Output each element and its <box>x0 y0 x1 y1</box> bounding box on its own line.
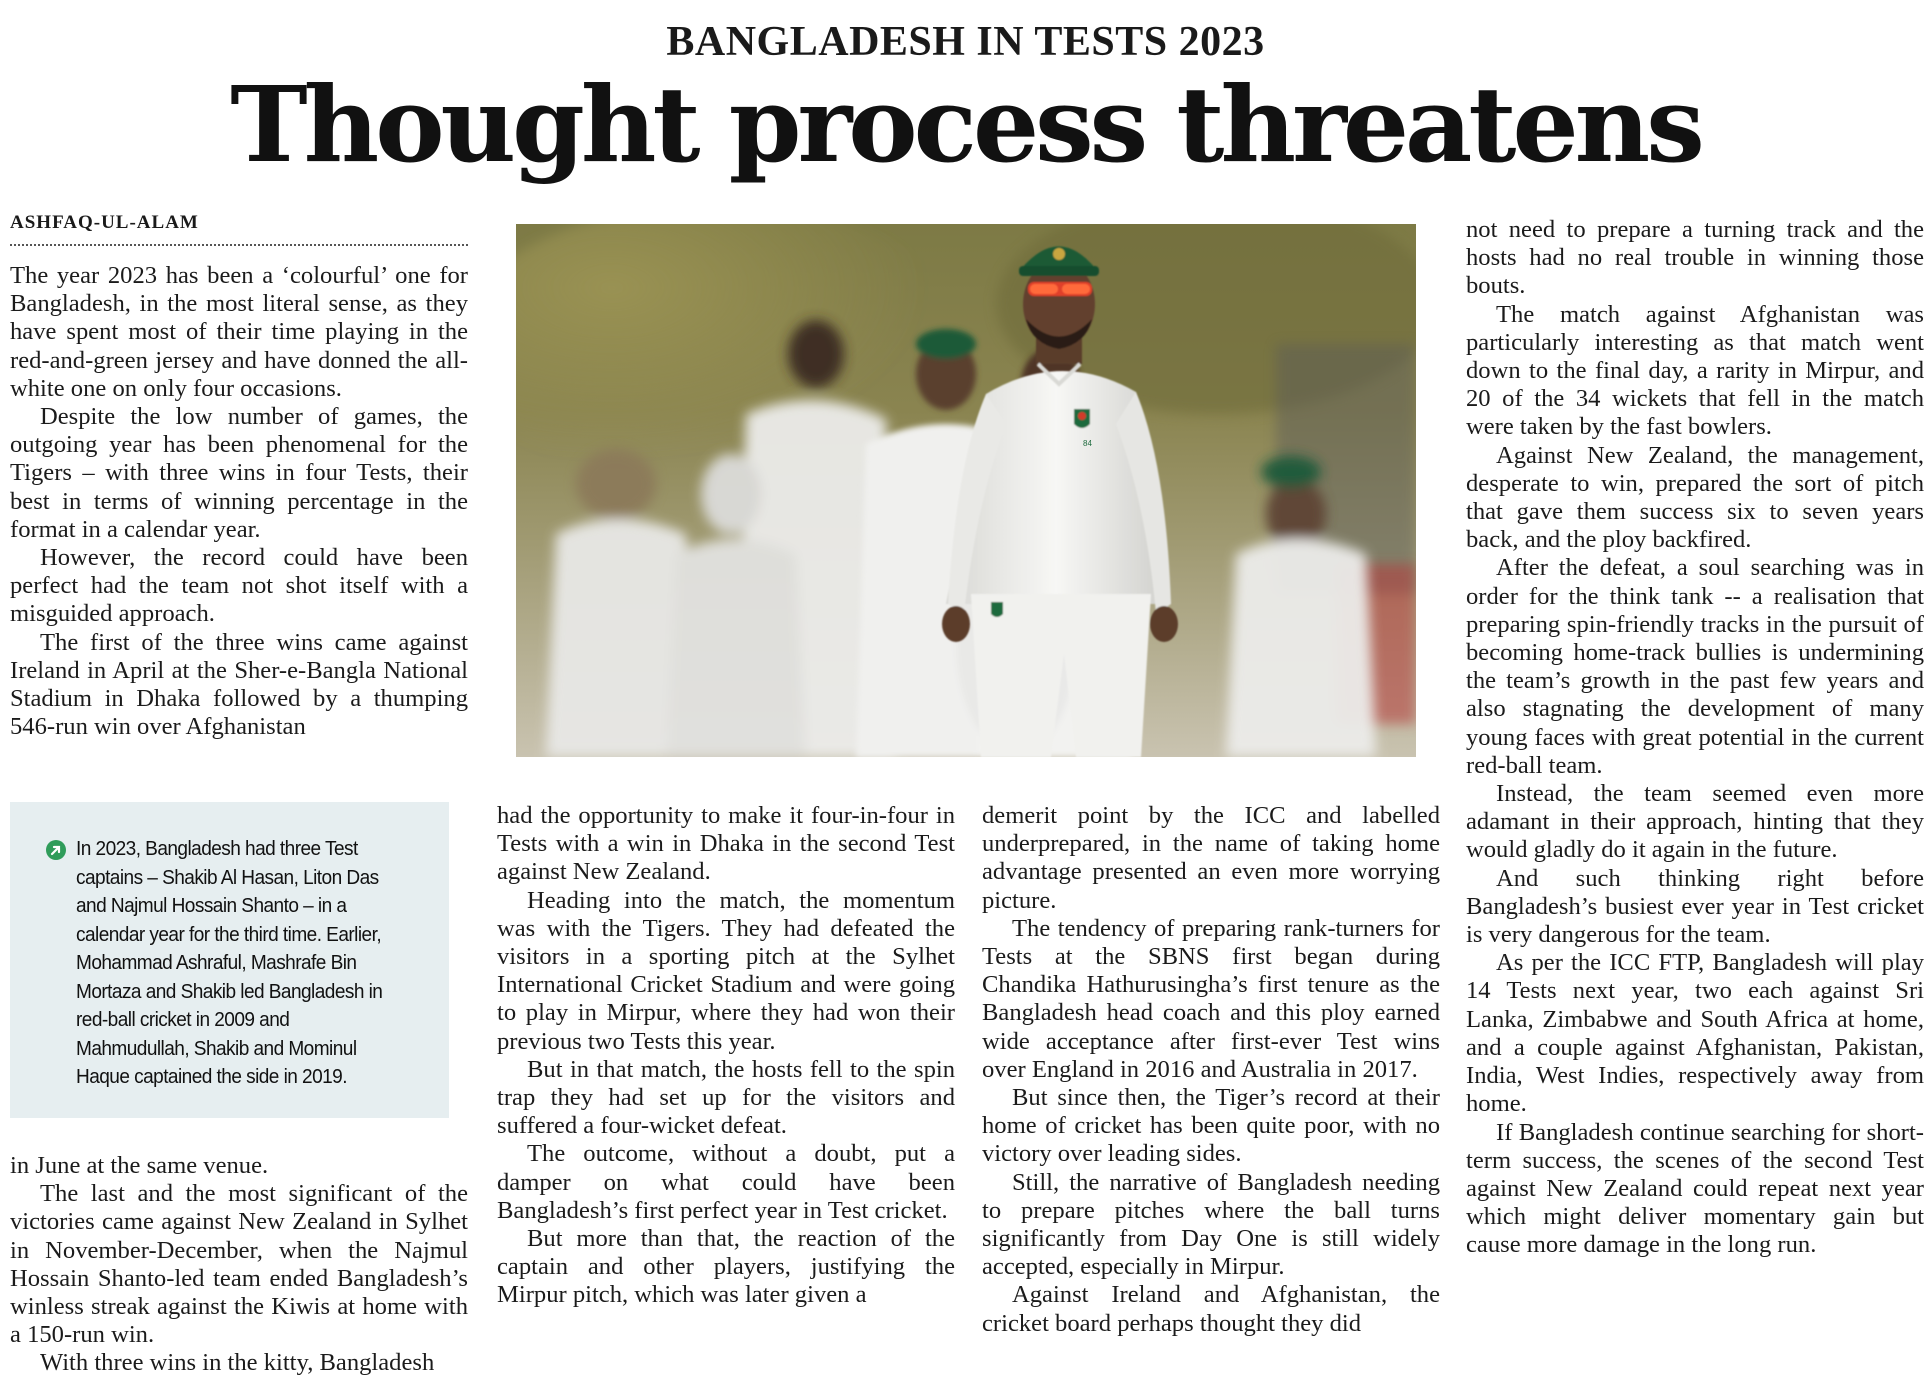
fact-box <box>10 802 449 1118</box>
paragraph: demerit point by the ICC and labelled underprepared, in the name of taking home advantage presented an even more worrying picture. <box>982 802 1440 914</box>
paragraph: Heading into the match, the momentum was with the Tigers. They had defeated the visitors in a sporting pitch at the Sylhet International Cricket Stadium and were going to play in Mirpur, where they had won their previous two Tests this year. <box>497 886 955 1055</box>
paragraph: The first of the three wins came against Ireland in April at the Sher-e-Bangla National Stadium in Dhaka followed by a thumping 546-run win over Afghanistan <box>10 628 468 741</box>
byline: ASHFAQ-UL-ALAM <box>10 212 468 246</box>
paragraph: However, the record could have been perfect had the team not shot itself with a misguided approach. <box>10 544 468 628</box>
team-walking-photo <box>516 224 1416 757</box>
paragraph: Against Ireland and Afghanistan, the cricket board perhaps thought they did <box>982 1281 1440 1337</box>
section-kicker: BANGLADESH IN TESTS 2023 <box>666 19 1265 65</box>
article-column-4 <box>1466 216 1924 1260</box>
paragraph: The last and the most significant of the victories came against New Zealand in Sylhet in November-December, when the Najmul Hossain Shanto-led team ended Bangladesh’s winless streak against the Kiwis at home with a 150-run win. <box>10 1180 468 1349</box>
paragraph: As per the ICC FTP, Bangladesh will play 14 Tests next year, two each against Sri Lanka, Zimbabwe and South Africa at home, and a couple against Afghanistan, Pakistan, India, West Indies, respectively away from home. <box>1466 949 1924 1118</box>
paragraph: But more than that, the reaction of the captain and other players, justifying the Mirpur pitch, which was later given a <box>497 1225 955 1309</box>
paragraph: With three wins in the kitty, Bangladesh <box>40 1349 435 1377</box>
paragraph: The year 2023 has been a ‘colourful’ one for Bangladesh, in the most literal sense, as they have spent most of their time playing in the red-and-green jersey and have donned the all-white one on only four occasions. <box>10 262 468 402</box>
paragraph: The outcome, without a doubt, put a damper on what could have been Bangladesh’s first perfect year in Test cricket. <box>497 1140 955 1224</box>
paragraph: Despite the low number of games, the outgoing year has been phenomenal for the Tigers – with three wins in four Tests, their best in terms of winning percentage in the format in a calendar year. <box>10 403 468 543</box>
paragraph: Still, the narrative of Bangladesh needing to prepare pitches where the ball turns significantly from Day One is still widely accepted, especially in Mirpur. <box>982 1168 1440 1281</box>
paragraph: But in that match, the hosts fell to the spin trap they had set up for the visitors and suffered a four-wicket defeat. <box>497 1055 955 1140</box>
paragraph: After the defeat, a soul searching was in order for the think tank -- a realisation that preparing spin-friendly tracks in the pursuit of becoming home-track bullies is undermining the team’s growth in the past few years and also stagnating the development of many young faces with great potential in the current red-ball team. <box>1466 554 1924 779</box>
paragraph: had the opportunity to make it four-in-four in Tests with a win in Dhaka in the second Test against New Zealand. <box>497 802 955 886</box>
article-column-1-bottom <box>10 1152 468 1378</box>
paragraph: The tendency of preparing rank-turners for Tests at the SBNS first began during Chandika Hathurusingha’s first tenure as the Bangladesh head coach and this ploy earned wide acceptance after first-ever Test wins over England in 2016 and Australia in 2017. <box>982 914 1440 1083</box>
paragraph: But since then, the Tiger’s record at their home of cricket has been quite poor, with no victory over leading sides. <box>982 1084 1440 1168</box>
paragraph: If Bangladesh continue searching for short-term success, the scenes of the second Test against New Zealand could repeat next year which might deliver momentary gain but cause more damage in the long run. <box>1466 1118 1924 1259</box>
paragraph: not need to prepare a turning track and the hosts had no real trouble in winning those bouts. <box>1466 216 1924 300</box>
article-column-1-top <box>10 262 468 741</box>
headline: Thought process threatens <box>230 63 1701 186</box>
fact-box-text: In 2023, Bangladesh had three Test captains – Shakib Al Hasan, Liton Das and Najmul Hossain Shanto – in a calendar year for the third time. Earlier, Mohammad Ashraful, Mashrafe Bin Mortaza and Shakib led Bangladesh in red-ball cricket in 2009 and Mahmudullah, Shakib and Mominul Haque captained the side in 2019. <box>76 837 383 1088</box>
paragraph: The match against Afghanistan was particularly interesting as that match went down to the final day, a rarity in Mirpur, and 20 of the 34 wickets that fell in the match were taken by the fast bowlers. <box>1466 300 1924 441</box>
jersey-number: 84 <box>1083 439 1092 448</box>
paragraph: Instead, the team seemed even more adamant in their approach, hinting that they would gladly do it again in the future. <box>1466 780 1924 864</box>
paragraph: Against New Zealand, the management, desperate to win, prepared the sort of pitch that gave them success six to seven years back, and the ploy backfired. <box>1466 441 1924 554</box>
article-column-2 <box>497 802 955 1310</box>
arrow-bullet-icon <box>46 840 66 860</box>
article-column-3 <box>982 802 1440 1338</box>
paragraph: And such thinking right before Bangladesh’s busiest ever year in Test cricket is very dangerous for the team. <box>1466 864 1924 949</box>
paragraph: in June at the same venue. <box>10 1152 269 1179</box>
